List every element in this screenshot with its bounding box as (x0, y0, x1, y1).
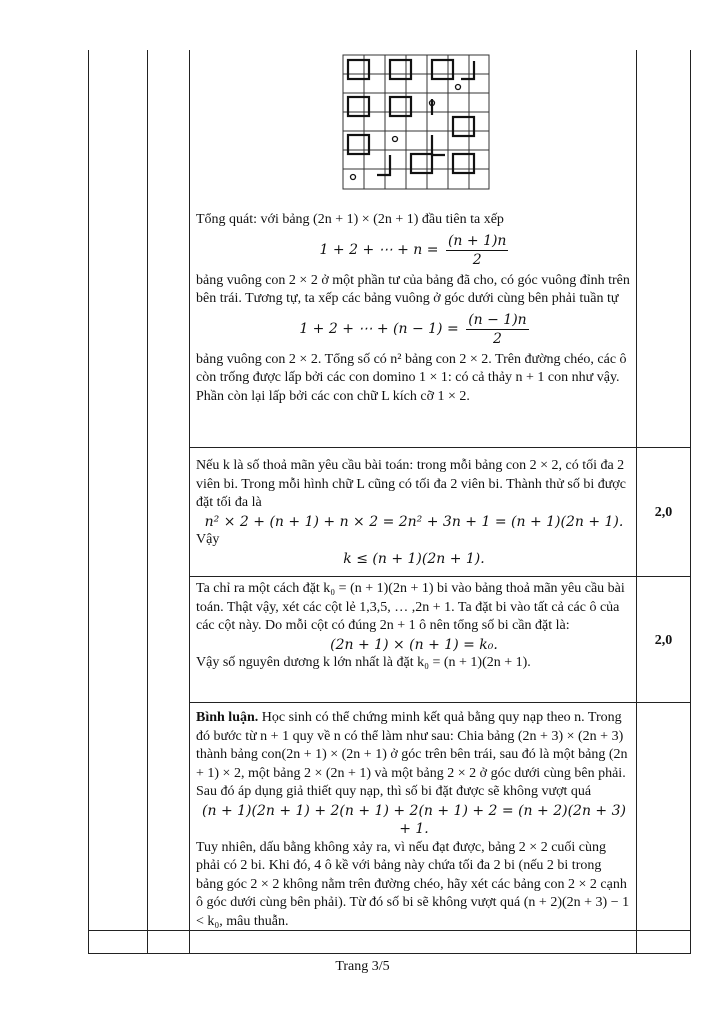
r1-formula2-fraction (466, 311, 529, 349)
row-construction-k0 (196, 580, 632, 673)
table-border-bottom (88, 953, 691, 954)
r1-formula2-den: 2 (492, 331, 502, 347)
r3-score: 2,0 (654, 633, 673, 648)
r2-conclusion: k ≤ (n + 1)(2n + 1). (343, 550, 485, 567)
r4-text2: Tuy nhiên, dấu bằng không xảy ra, vì nếu đạt được, bảng 2 × 2 cuối cùng phải có 2 bi. Khi đó, 4 ô kề với bảng này chứa tối đa 2 bi (nếu 2 bi trong bảng góc 2 × 2 không nằm trên đường chéo, hãy xét các bảng con 2 × 2 cạnh ô góc dưới cùng bên phải). Từ đó số bi sẽ không vượt quá (n + 2)(2n + 3) − 1 < k₀, mâu thuẫn. (196, 839, 630, 929)
r1-formula1-num: (n + 1)n (446, 232, 509, 252)
table-border-left (88, 50, 89, 954)
r1-formula1 (196, 232, 632, 270)
page-number: Trang 3/5 (335, 959, 390, 974)
r1-formula1-den: 2 (472, 252, 482, 268)
row-general-construction (196, 211, 632, 406)
r3-text: Ta chỉ ra một cách đặt k₀ = (n + 1)(2n + 1) bi vào bảng thoả mãn yêu cầu bài toán. Thật vậy, xét các cột lẻ 1,3,5, … ,2n + 1. Ta đặt bi vào tất cả các ô của các cột này. Do mỗi cột có đúng 2n + 1 ô nên tổng số bi cần đặt là: (196, 581, 625, 633)
row-divider-3 (189, 702, 691, 703)
r2-formula: n² × 2 + (n + 1) + n × 2 = 2n² + 3n + 1 = (n + 1)(2n + 1). (204, 513, 624, 530)
row-commentary (196, 709, 632, 931)
r3-conclusion: Vậy số nguyên dương k lớn nhất là đặt k₀ = (n + 1)(2n + 1). (196, 655, 531, 670)
r2-text: Nếu k là số thoả mãn yêu cầu bài toán: trong mỗi bảng con 2 × 2, có tối đa 2 viên bi. Trong mỗi hình chữ L cũng có tối đa 2 viên bi. Thành thử số bi được đặt tối đa là (196, 458, 626, 510)
r2-score: 2,0 (654, 505, 673, 520)
r1-line3: bảng vuông con 2 × 2. Tổng số có n² bảng con 2 × 2. Trên đường chéo, các ô còn trống được lấp bởi các con domino 1 × 1: có cả thảy n + 1 con như vậy. Phần còn lại lấp bởi các con chữ L kích cỡ 1 × 2. (196, 351, 627, 404)
table-col-divider-2 (189, 50, 190, 954)
r1-formula2 (196, 311, 632, 349)
r1-formula2-num: (n − 1)n (466, 311, 529, 331)
table-col-divider-1 (147, 50, 148, 954)
r4-bold-label: Bình luận. (196, 710, 259, 725)
grid-tiling-figure (341, 53, 491, 193)
r4-formula: (n + 1)(2n + 1) + 2(n + 1) + 2(n + 1) + 2 = (n + 2)(2n + 3) + 1. (202, 802, 626, 837)
r3-formula: (2n + 1) × (n + 1) = k₀. (330, 636, 498, 653)
row-divider-2 (189, 576, 691, 577)
row-upper-bound (196, 457, 632, 568)
r1-formula1-fraction (446, 232, 509, 270)
row-divider-1 (189, 447, 691, 448)
r2-vay: Vậy (196, 532, 220, 547)
r1-line1: Tổng quát: với bảng (2n + 1) × (2n + 1) đầu tiên ta xếp (196, 212, 504, 227)
table-col-divider-3 (636, 50, 637, 954)
r1-formula2-left: 1 + 2 + ⋯ + (n − 1) = (299, 320, 459, 337)
r1-line2: bảng vuông con 2 × 2 ở một phần tư của bảng đã cho, có góc vuông đỉnh trên bên trái. Tương tự, ta xếp các bảng vuông ở góc dưới cùng bên phải tuần tự (196, 272, 630, 306)
r1-formula1-left: 1 + 2 + ⋯ + n = (319, 241, 439, 258)
table-border-right (690, 50, 691, 954)
r4-text1: Học sinh có thể chứng minh kết quả bằng quy nạp theo n. Trong đó bước từ n + 1 quy về n có thể làm như sau: Chia bảng (2n + 3) × (2n + 3) thành bảng con(2n + 1) × (2n + 1) ở góc trên bên trái, sau đó là một bảng (2n + 1) × 2, một bảng 2 × (2n + 1) và một bảng 2 × 2 ở góc dưới cùng bên phải. Sau đó áp dụng giả thiết quy nạp, thì số bi đặt được sẽ không vượt quá (196, 710, 628, 799)
r4-paragraph (196, 709, 632, 802)
